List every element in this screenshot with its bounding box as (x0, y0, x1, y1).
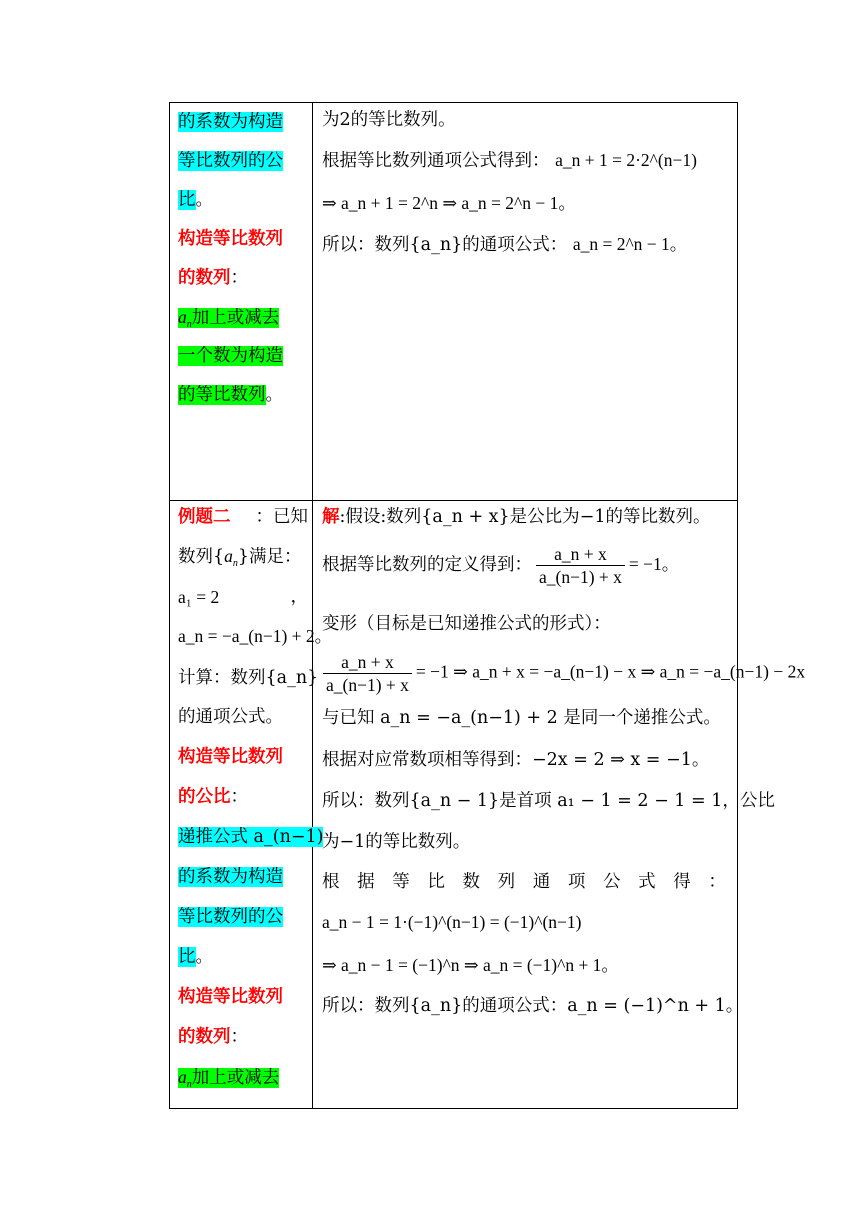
solution-line: 变形（目标是已知递推公式的形式）： (322, 614, 611, 634)
hint-text: 的系数为构造 (178, 867, 283, 887)
hint-text: ： (230, 1027, 248, 1047)
solution-line: 与已知 a_n = −a_(n−1) + 2 是同一个递推公式。 (322, 708, 721, 728)
method-heading: 的公比 (178, 787, 231, 807)
hint-text: 的系数为构造 (178, 112, 283, 132)
solution-line: 根据对应常数项相等得到：−2x = 2 ⇒ x = −1。 (322, 750, 710, 770)
hint-text: 等比数列的公 (178, 151, 283, 171)
solution-line: 根据等比数列的定义得到： $\frac{a\_n + x}{a\_(n-1) + x}$ = −1。 (322, 544, 680, 587)
hint-text: 计算：数列{a_n} (178, 668, 319, 688)
hint-text: ， (290, 587, 308, 607)
method-heading: 的数列 (178, 1027, 231, 1047)
solution-cell (313, 501, 806, 1109)
hint-text: $a_n$加上或减去 (178, 1067, 280, 1090)
hint-text: ： (230, 268, 248, 288)
hint-text: 比 (178, 190, 196, 210)
hint-text: 。 (195, 190, 213, 210)
hint-text: ：已知 (255, 507, 308, 527)
fraction: $\frac{a\_n + x}{a\_(n-1) + x}$ (536, 543, 625, 588)
solution-table (169, 102, 806, 1109)
example-title: 例题二 (178, 507, 231, 527)
method-heading: 构造等比数列 (178, 229, 283, 249)
hint-text: 一个数为构造 (178, 346, 283, 366)
solution-line: 根据等比数列通项公式得到： a_n + 1 = 2·2^(n−1) (322, 150, 697, 171)
hint-text: 数列$\{a_n\}$满足： (178, 546, 302, 569)
formula: a_n = −a_(n−1) + 2。 (178, 626, 333, 646)
solution-line: 为2的等比数列。 (322, 110, 456, 130)
hint-text: 的通项公式。 (178, 707, 283, 727)
solution-label: 解 (322, 507, 340, 527)
hint-text: ： (230, 787, 248, 807)
formula: ⇒ a_n + 1 = 2^n ⇒ a_n = 2^n − 1。 (322, 193, 576, 213)
solution-line: 根 据 等 比 数 列 通 项 公 式 得 ： (322, 872, 726, 892)
solution-line: 所以：数列{a_n}的通项公式：a_n = (−1)^n + 1。 (322, 996, 744, 1016)
formula: a_n − 1 = 1·(−1)^(n−1) = (−1)^(n−1) (322, 912, 582, 932)
solution-cell (313, 103, 738, 501)
solution-line: 为−1的等比数列。 (322, 832, 471, 852)
formula: a_n + 1 = 2·2^(n−1) (555, 150, 697, 170)
hint-cell (170, 103, 313, 501)
hint-text: 。 (265, 385, 283, 405)
method-heading: 的数列 (178, 268, 231, 288)
method-heading: 构造等比数列 (178, 747, 283, 767)
solution-line: 所以：数列{a_n}的通项公式： a_n = 2^n − 1。 (322, 234, 688, 255)
hint-text: 比 (178, 947, 196, 967)
solution-line: 解:假设:数列{a_n + x}是公比为−1的等比数列。 (322, 507, 711, 527)
fraction: $\frac{a\_n + x}{a\_(n-1) + x}$ (323, 651, 412, 696)
hint-text: $a_n$加上或减去 (178, 307, 280, 330)
hint-text: 。 (195, 947, 213, 967)
method-heading: 构造等比数列 (178, 987, 283, 1007)
formula: ⇒ a_n − 1 = (−1)^n ⇒ a_n = (−1)^n + 1。 (322, 955, 619, 975)
solution-line: 所以：数列{a_n − 1}是首项 a₁ − 1 = 2 − 1 = 1，公比 (322, 791, 775, 811)
hint-cell (170, 501, 333, 1109)
hint-text: 递推公式 a_(n−1) (178, 827, 324, 847)
table-row (170, 103, 738, 501)
hint-text: 等比数列的公 (178, 907, 283, 927)
formula: a_n = 2^n − 1。 (572, 234, 688, 254)
hint-text: 的等比数列 (178, 385, 266, 405)
formula: $\frac{a\_n + x}{a\_(n-1) + x}$ = −1 ⇒ a_n + x = −a_(n−1) − x ⇒ a_n = −a_(n−1) − 2x (319, 651, 805, 696)
formula: a₁ = 2 (178, 587, 220, 607)
table-row (170, 501, 738, 1109)
